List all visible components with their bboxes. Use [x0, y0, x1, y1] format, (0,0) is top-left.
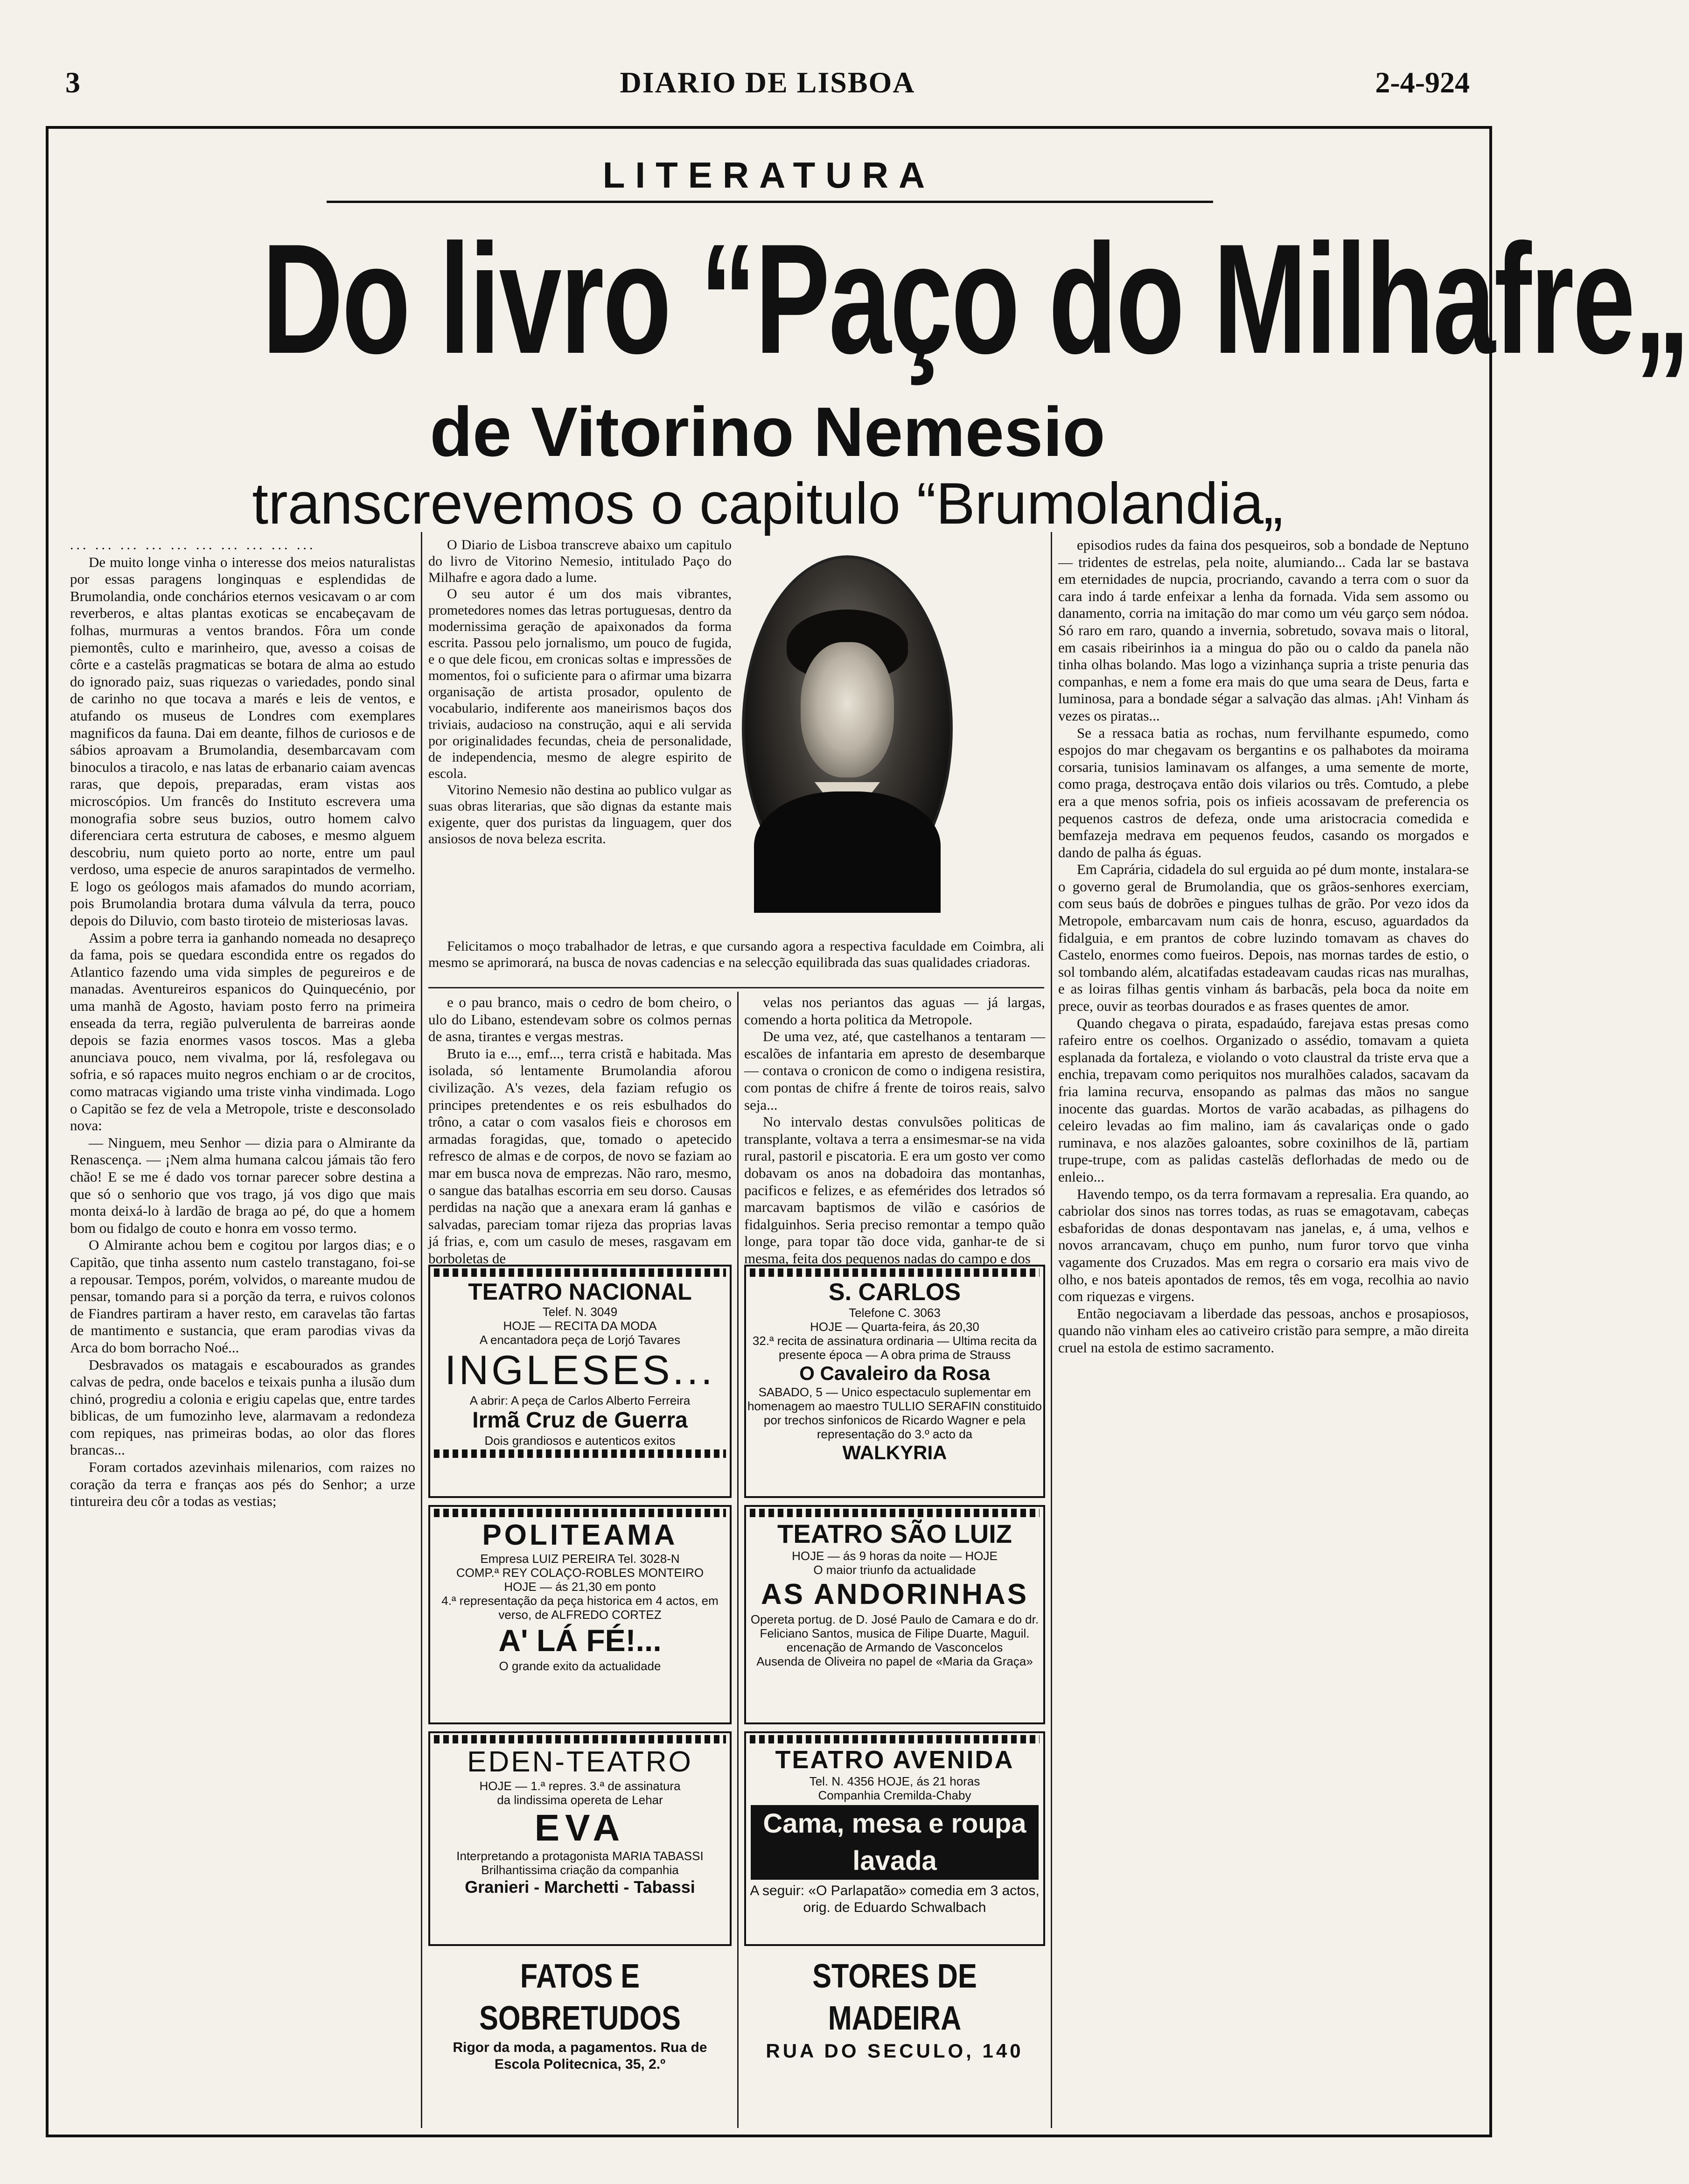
section-rule [327, 201, 1213, 203]
issue-date: 2-4-924 [1375, 66, 1470, 99]
ad-line: RUA DO SECULO, 140 [766, 2040, 1024, 2062]
paragraph: Se a ressaca batia as rochas, num fervilhante espumedo, como espojos do mar chegavam os bergantins e os palhabotes da moirama corsaria, tunisios laminavam os alfanges, a uma semente de morte, como praga, destroçava então dois vilarios ou três. Comtudo, a plebe era a que menos sofria, pois os infieis acossavam de preferencia os pequenos castros de defeza, onde uma aristocracia comedida e bemfazeja medrava em pequenos feudos, casando os morgados e dando de palha ás éguas. [1058, 724, 1469, 861]
ad-play: Cama, mesa e roupa lavada [751, 1805, 1039, 1880]
article-column-4 [1058, 537, 1469, 2128]
ad-line: Empresa LUIZ PEREIRA Tel. 3028-N [480, 1552, 680, 1566]
ornament [750, 1268, 1040, 1277]
ad-line: COMP.ª REY COLAÇO-ROBLES MONTEIRO [456, 1566, 704, 1580]
ad-teatro-avenida [744, 1731, 1045, 1946]
ad-line: Brilhantissima criação da companhia [481, 1863, 679, 1877]
ornament [434, 1735, 726, 1743]
ad-politeama [428, 1505, 732, 1724]
ad-line: A seguir: «O Parlapatão» comedia em 3 actos, orig. de Eduardo Schwalbach [750, 1883, 1040, 1915]
ad-line: 32.ª recita de assinatura ordinaria — Ultima recita da presente época — A obra prima de Strauss [752, 1334, 1037, 1362]
ad-title: STORES DE MADEIRA [812, 1958, 977, 2037]
ad-line: Tel. N. 4356 HOJE, ás 21 horas [809, 1774, 980, 1788]
article-column-1 [70, 537, 415, 2128]
intro-paragraph: Vitorino Nemesio não destina ao publico vulgar as suas obras literarias, que são dignas da estante mais exigente, quer dos puristas da linguagem, quer dos ansiosos de nova beleza escrita. [428, 782, 732, 847]
intro-rule [428, 987, 1044, 988]
ornament [750, 1735, 1040, 1743]
ad-line: O maior triunfo da actualidade [813, 1563, 976, 1577]
ad-line: O grande exito da actualidade [499, 1659, 661, 1673]
ad-fatos-sobretudos [428, 1955, 732, 2072]
ad-title: FATOS E SOBRETUDOS [479, 1958, 681, 2037]
ad-play: A' LÁ FÉ!... [498, 1623, 662, 1658]
masthead [65, 65, 1470, 107]
ad-line: HOJE — ás 21,30 em ponto [504, 1580, 656, 1594]
paragraph: Então negociavam a liberdade das pessoas, anchos e prosapiosos, quando não vinham eles ao cativeiro cristão para sempre, a mão direita cruel na estola de estimo sacramento. [1058, 1305, 1469, 1356]
ad-line: da lindissima opereta de Lehar [497, 1793, 663, 1807]
ornament [750, 1509, 1040, 1517]
editorial-intro-closing [428, 938, 1044, 971]
paragraph: Bruto ia e..., emf..., terra cristã e habitada. Mas isolada, só lentamente Brumolandia aforou civilização. A's vezes, dela faziam refugio os principes pretendentes e os reis esbulhados do trôno, a catar o com vasalos fieis e chorosos em armadas foragidas, que, tomado o apetecido refresco de almas e de corpos, de novo se faziam ao mar em busca nova de emprezas. Não raro, mesmo, o sangue das batalhas escorria em seu dorso. Causas perdidas na nação que a anexara eram lá ganhas e salvadas, pareciam tomar rijeza das proprias lavas já frias, e, com um casulo de meses, rasgavam em borboletas de [428, 1045, 732, 1267]
paragraph: De uma vez, até, que castelhanos a tentaram — escalões de infantaria em apresto de desembarque — contava o cronicon de como o indigena resistira, com pontas de chifre á frente de toiros reais, salvo seja... [744, 1028, 1045, 1113]
paragraph: velas nos periantos das aguas — já largas, comendo a horta politica da Metropole. [744, 994, 1045, 1028]
page-number: 3 [65, 66, 80, 99]
ornament [434, 1268, 726, 1277]
portrait-face [801, 642, 894, 777]
ad-teatro-nacional [428, 1265, 732, 1498]
ad-line: HOJE — 1.ª repres. 3.ª de assinatura [479, 1779, 681, 1793]
paragraph: e o pau branco, mais o cedro de bom cheiro, o ulo do Libano, estendevam sobre os colmos pernas de asna, tirantes e vergas mestras. [428, 994, 732, 1045]
ad-play: EVA [534, 1807, 626, 1848]
paragraph: — Ninguem, meu Senhor — dizia para o Almirante da Renascença. — ¡Nem alma humana calcou jámais tão fero chão! E se me é dado vos tornar parecer sobre destina a que só o senhorio que vos trago, já vos digo que mais monta deixá-lo à lardão de braga ao pé, do que a homem bom ou fidalgo de couto e honra em vosso termo. [70, 1134, 415, 1236]
section-title: LITERATURA [602, 154, 935, 196]
ad-line: A abrir: A peça de Carlos Alberto Ferreira [469, 1393, 691, 1407]
ad-line: Opereta portug. de D. José Paulo de Camara e do dr. Feliciano Santos, musica de Filipe Duarte, Maguil. encenação de Armando de Vasconcelos [750, 1612, 1039, 1654]
intro-paragraph: Felicitamos o moço trabalhador de letras, e que cursando agora a respectiva faculdade em Coimbra, ali mesmo se aprimorará, na busca de novas cadencias e na selecção equilibrada das suas qualidades criadoras. [428, 938, 1044, 970]
paragraph: Desbravados os matagais e escabourados as grandes calvas de pedra, onde bacelos e teixais punha a ilusão dum chinó, progrediu a colonia e erigiu capelas que, entre tardes biblicas, de um fumozinho leve, alarmavam a redondeza com repiques, nas primeiras bodas, ao olor das flores brancas... [70, 1356, 415, 1458]
paragraph: episodios rudes da faina dos pesqueiros, sob a bondade de Neptuno — tridentes de estrelas, pela noite, alumiando... Cada lar se bastava em eternidades de nupcia, procriando, cavando a terra com o suor da cara indo á tarde enfeixar a lenha da fornada. Vida sem assomo ou danamento, corria na imitação do mar como um véu garço sem nódoa. Só raro em raro, quando a invernia, sobretudo, sovava mais o litoral, em casais ribeirinhos ia a mingua do pão ou o caldo da panela não tinha olhas bolando. Mas logo a vizinhança supria a triste penuria das companhas, e nem a fome era mais do que uma seara de Deus, farta e luminosa, para a bondade ségar a salvação das almas. ¡Ah! Vinham ás vezes os piratas... [1058, 537, 1469, 724]
ad-line: Companhia Cremilda-Chaby [818, 1788, 971, 1802]
byline: de Vitorino Nemesio [430, 392, 1105, 471]
dots-separator: ... ... ... ... ... ... ... ... ... ... [70, 537, 316, 553]
ad-phone: Telefone C. 3063 [849, 1306, 941, 1320]
ad-line: HOJE — ás 9 horas da noite — HOJE [792, 1549, 998, 1563]
ad-line: Ausenda de Oliveira no papel de «Maria da Graça» [756, 1654, 1033, 1668]
paragraph: Em Caprária, cidadela do sul erguida ao pé dum monte, instalara-se o governo geral de Brumolandia, que os grãos-senhores exerciam, com seus baús de dobrões e pingues tulhas de grão. Por vezo idos da Metropole, embarcavam num cais de honra, escuso, aguardados da fidalguia, e em prantos de cobre luzindo tomavam as chaves do Castelo, enormes como fueiros. Depois, nas mornas tardes de estio, o sol tombando além, alcatifadas estadeavam caudas ricas nas muralhas, e as loiras filhas gentis vinham ás barbacãs, pela boca da noite em prece, ouvir as teorbas dourados e as frases quentes de amor. [1058, 861, 1469, 1015]
column-rule [421, 532, 422, 2128]
ad-name: S. CARLOS [828, 1279, 961, 1306]
paragraph: De muito longe vinha o interesse dos meios naturalistas por essas paragens longinquas e esplendidas de Brumolandia, onde conchários eternos vesicavam o ar com reverberos, e altas plantas exoticas se encabeçavam de folhas, murmuras a ventos brandos. Fôra um conde piemontês, culto e marinheiro, que, avesso a coisas de côrte e a castelãs pragmaticas se botara de alma ao estudo do ignorado paiz, suas riquezas o variedades, pondo sinal de carinho no que tocava a marés e leis de ventos, e atufando os museus de Londres com exemplares magnificos da fauna. Dai em deante, filhos de curiosos e de sábios aproavam a Brumolandia, desembarcavam com binoculos a tiracolo, e nas latas de erbanario caiam avencas raras, que depois, preparadas, eram vistas aos microscópios. Um francês do Instituto escrevera uma monografia sobre seus buzios, outro homem calvo diferenciara certa estrutura de caboses, e mesmo alguem descobriu, num quieto porto ao norte, entre um paul verdoso, uma especie de anuros sarapintados de vermelho. E logo os geólogos mais afamados do mundo acorriam, pois Brumolandia brotara duma válvula da terra, pouco depois do Diluvio, com basto tiroteio de misteriosas lavas. [70, 553, 415, 929]
ad-sao-carlos [744, 1265, 1045, 1498]
column-rule [737, 992, 739, 2128]
subheadline: transcrevemos o capitulo “Brumolandia„ [252, 471, 1283, 536]
column-rule [1051, 532, 1052, 2128]
ad-name: EDEN-TEATRO [467, 1746, 693, 1778]
ad-name: TEATRO AVENIDA [775, 1746, 1014, 1774]
ad-line: HOJE — Quarta-feira, ás 20,30 [810, 1320, 979, 1334]
paragraph: Quando chegava o pirata, espadaúdo, farejava estas presas como rafeiro entre os coelhos. Organizado o assédio, tomavam a quieta esplanada da fortaleza, e violando o voto claustral da triste erva que a enchia, trepavam como periquitos nos muralhões calados, sacavam da fria lamina recurva, ensopando as palmas das mãos no sangue inocente das guardas. Mortos de varão acabadas, as pilhagens do celeiro levadas ao fim malino, iam ás cavalariças onde o gado ruminava, e nos alazões galoantes, sobre coxinilhos de lã, partiam trupe-trupe, com as palidas castelãs deflorhadas de medo ou de enleio... [1058, 1015, 1469, 1185]
ad-name: POLITEAMA [482, 1519, 678, 1551]
article-column-2 [428, 994, 732, 1267]
newspaper-title: DIARIO DE LISBOA [620, 66, 915, 99]
ad-play: AS ANDORINHAS [761, 1578, 1029, 1610]
ad-name: TEATRO SÃO LUIZ [777, 1519, 1012, 1548]
ad-line: Interpretando a protagonista MARIA TABASSI [456, 1849, 704, 1863]
portrait-suit [754, 791, 941, 913]
headline: Do livro “Paço do Milhafre„ [262, 211, 1689, 386]
paragraph: O Almirante achou bem e cogitou por largos dias; e o Capitão, que tinha assento num castelo transtagano, foi-se a repousar. Tempos, porém, volvidos, o mareante mudou de pensar, tomando para si a porção da terra, e ruivos colonos de Fiandres partiram a haver resto, em caravelas tão fartas de mantimento e sustancia, que eram parodias vivas da Arca do bom borracho Noé... [70, 1237, 415, 1356]
author-portrait [742, 555, 953, 902]
ad-line: A encantadora peça de Lorjó Tavares [479, 1333, 681, 1347]
ad-eden-teatro [428, 1731, 732, 1946]
paragraph: Assim a pobre terra ia ganhando nomeada no desapreço da fama, pois se quedara escondida entre os regados do Atlantico fazendo uma vida simples de pegureiros e de manadas. Aventureiros espanicos do Quinquecénio, por uma manhã de Agosto, haviam posto ferro na primeira enseada da terra, região pulverulenta de barreiras aonde depois se fazia enormes vasos toscos. Mas a gleba anunciava pouco, nem vivalma, por lá, resfolegava ou sofria, e só rapaces muito negros enchiam o ar de crocitos, como matracas vigiando uma triste vinha vindimada. Logo o Capitão se fez de vela a Metropole, triste e desconsolado nova: [70, 929, 415, 1134]
editorial-intro [428, 537, 732, 847]
ad-line: Granieri - Marchetti - Tabassi [465, 1877, 695, 1897]
ad-play: Irmã Cruz de Guerra [472, 1408, 688, 1433]
paragraph: Foram cortados azevinhais milenarios, com raizes no coração da terra e franças aos pés do Senhor; a urze tintureira deu côr a todas as vestias; [70, 1459, 415, 1510]
ad-line: SABADO, 5 — Unico espectaculo suplementar em homenagem ao maestro TULLIO SERAFIN constituido por trechos sinfonicos de Ricardo Wagner e pela representação do 3.º acto da [747, 1385, 1042, 1441]
ad-line: Dois grandiosos e autenticos exitos [484, 1434, 676, 1448]
ad-name: TEATRO NACIONAL [468, 1279, 692, 1305]
paragraph: Havendo tempo, os da terra formavam a represalia. Era quando, ao cabriolar dos sinos nas torres todas, as ruas se emagotavam, cabeças esbaforidas de donas despontavam nas janelas, e, á uma, velhos e novos arrancavam, chuço em punho, num furor torvo que vinha vagamente dos Cruzados. Mas em regra o corsario era mais vivo de olho, e nos bateis apontados de remos, tês em voga, recolhia ao navio com riquezas e virgens. [1058, 1185, 1469, 1305]
ad-play: WALKYRIA [842, 1442, 947, 1463]
ad-line: 4.ª representação da peça historica em 4 actos, em verso, de ALFREDO CORTEZ [441, 1594, 719, 1622]
ad-play: O Cavaleiro da Rosa [799, 1362, 990, 1384]
ad-teatro-sao-luiz [744, 1505, 1045, 1724]
ad-line: HOJE — RECITA DA MODA [503, 1319, 657, 1333]
ornament [434, 1509, 726, 1517]
paragraph: No intervalo destas convulsões politicas de transplante, voltava a terra a ensimesmar-se na vida rural, pastoril e piscatoria. E era um gosto ver como dobavam os anos na dobadoira das montanhas, pacificos e felizes, e as efemérides dos letrados só marcavam baptismos de vilão e casórios de fidalguinhos. Seria preciso remontar a tempo quão longe, para topar tão doce vida, ganhar-te de si mesma, feita dos pequenos nadas do campo e dos [744, 1113, 1045, 1267]
ornament [434, 1449, 726, 1458]
ad-play-title: INGLESES... [445, 1347, 715, 1393]
ad-stores-madeira [744, 1955, 1045, 2062]
intro-paragraph: O seu autor é um dos mais vibrantes, prometedores nomes das letras portuguesas, dentro da modernissima geração de apaixonados da forma escrita. Passou pelo jornalismo, um pouco de fugida, e o que dele ficou, em cronicas soltas e impressões de momentos, foi o suficiente para o afirmar uma bizarra organisação de artista prosador, opulento de vocabulario, indiferente aos maneirismos baços dos triviais, audacioso na construção, aqui e ali servida por originalidades fecundas, cheia de personalidade, de independencia, mesmo de alegre espirito de escola. [428, 586, 732, 781]
ad-phone: Telef. N. 3049 [542, 1305, 618, 1319]
ad-line: Rigor da moda, a pagamentos. Rua de Escola Politecnica, 35, 2.º [453, 2040, 707, 2072]
intro-paragraph: O Diario de Lisboa transcreve abaixo um capitulo do livro de Vitorino Nemesio, intitulado Paço do Milhafre e agora dado a lume. [428, 537, 732, 585]
article-column-3 [744, 994, 1045, 1267]
